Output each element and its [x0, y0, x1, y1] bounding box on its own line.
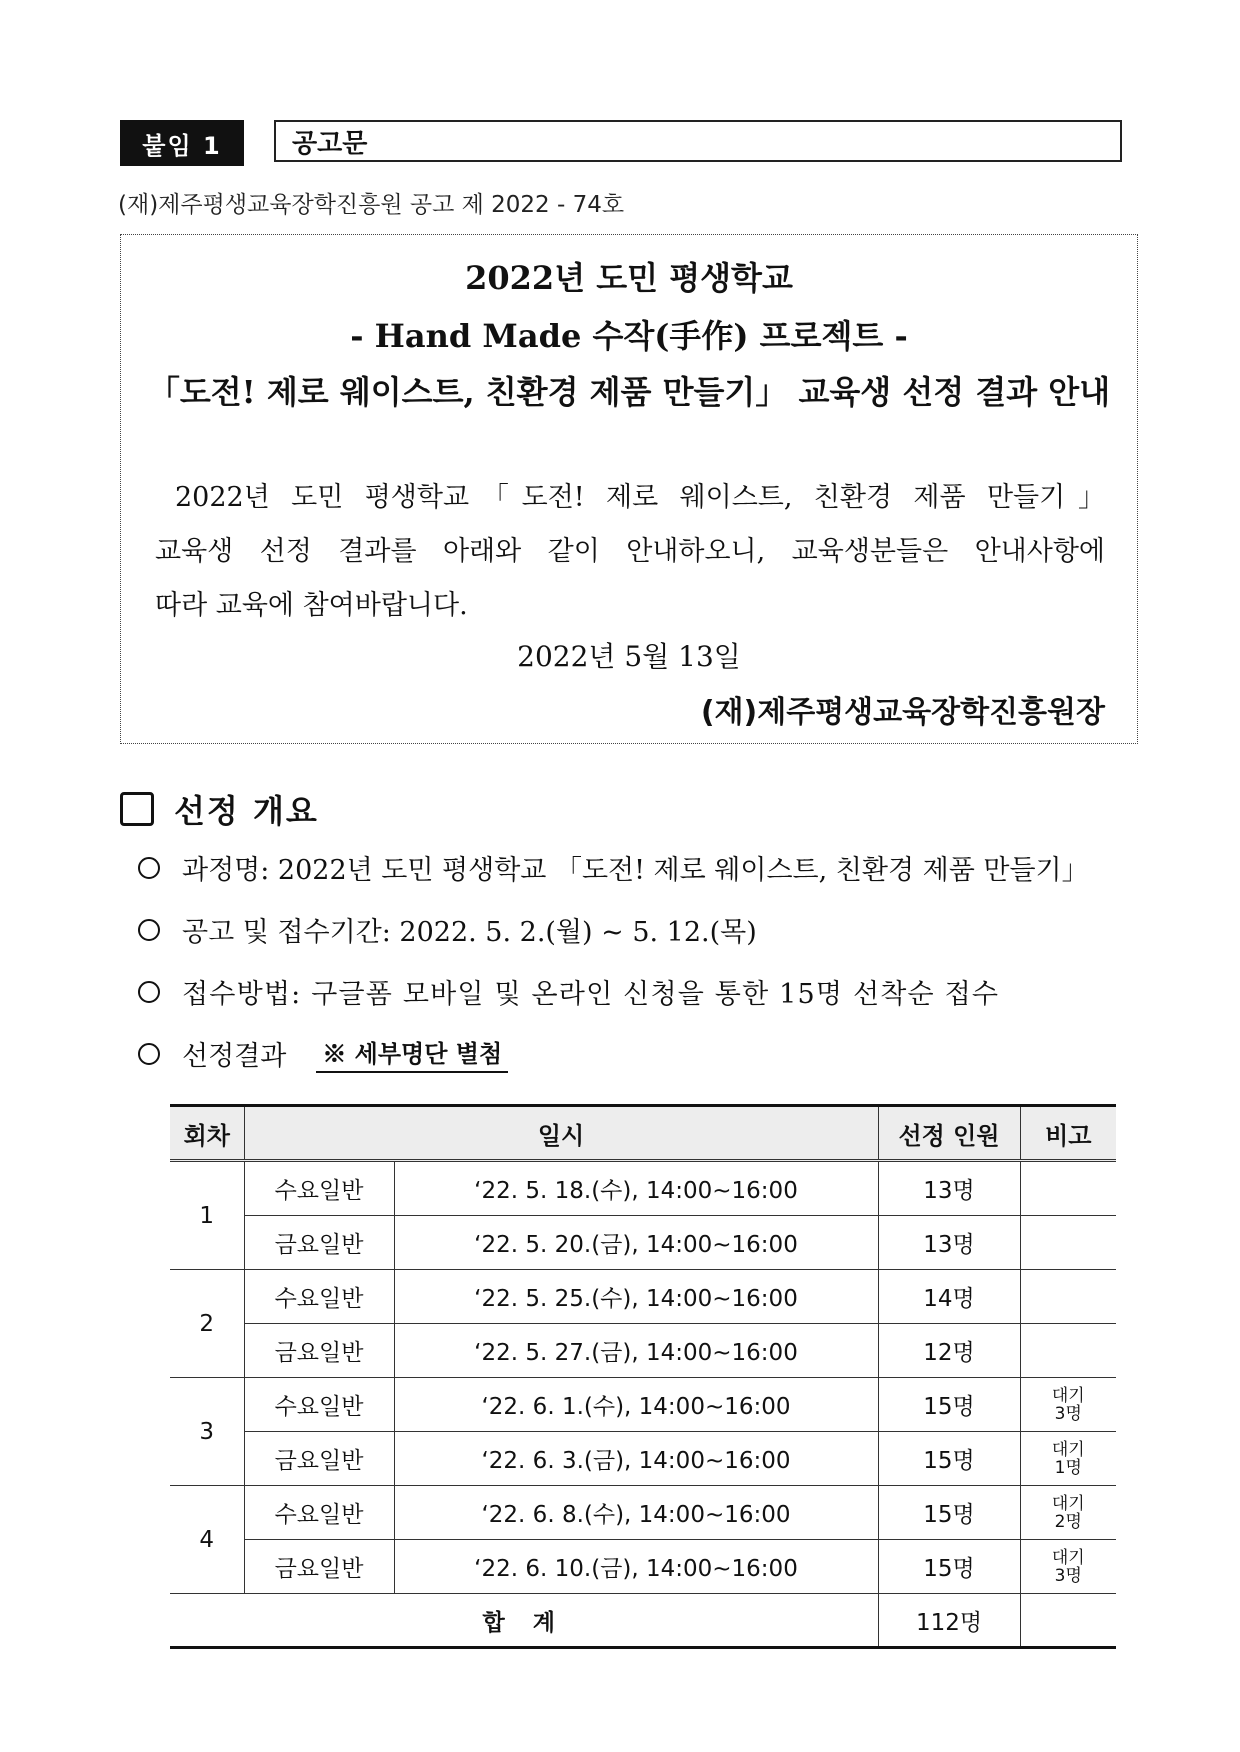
table-row [170, 1540, 1116, 1594]
waitlist-note [1020, 1270, 1116, 1324]
section-title: 선정 개요 [174, 792, 319, 830]
waitlist-note [1020, 1324, 1116, 1378]
waitlist-note-text: 대기 [1051, 1547, 1085, 1568]
session-datetime: ‘22. 6. 8.(수), 14:00~16:00 [394, 1486, 878, 1540]
selected-count: 15명 [878, 1540, 1020, 1594]
table-header-row [170, 1106, 1116, 1161]
notice-title-line2: - Hand Made 수작(手作) 프로젝트 - [350, 317, 908, 355]
table-row [170, 1378, 1116, 1432]
bullet-text: 접수방법: 구글폼 모바일 및 온라인 신청을 통한 15명 선착순 접수 [182, 979, 1000, 1010]
section-header [120, 786, 319, 832]
waitlist-note-text: 3명 [1054, 1565, 1082, 1586]
table-total-row [170, 1594, 1116, 1648]
header-datetime: 일시 [244, 1106, 878, 1161]
session-datetime: ‘22. 5. 25.(수), 14:00~16:00 [394, 1270, 878, 1324]
checkbox-square-icon [120, 792, 154, 826]
table-row [170, 1324, 1116, 1378]
waitlist-note [1020, 1216, 1116, 1270]
selected-count: 13명 [878, 1216, 1020, 1270]
session-datetime: ‘22. 6. 1.(수), 14:00~16:00 [394, 1378, 878, 1432]
round-number: 2 [170, 1270, 244, 1378]
class-type: 수요일반 [244, 1378, 394, 1432]
bullet-text: 선정결과 [182, 1041, 287, 1072]
circle-bullet-icon [138, 981, 160, 1003]
total-count: 112명 [878, 1594, 1020, 1648]
notice-issuer: (재)제주평생교육장학진흥원장 [700, 695, 1105, 730]
waitlist-note [1020, 1540, 1116, 1594]
total-label: 합 계 [170, 1594, 878, 1648]
notice-body-line2: 교육생 선정 결과를 아래와 같이 안내하오니, 교육생분들은 안내사항에 [155, 536, 1105, 567]
circle-bullet-icon [138, 857, 160, 879]
waitlist-note-text: 2명 [1054, 1511, 1082, 1532]
header-count: 선정 인원 [878, 1106, 1020, 1161]
class-type: 금요일반 [244, 1216, 394, 1270]
table-row [170, 1486, 1116, 1540]
selected-count: 12명 [878, 1324, 1020, 1378]
bullet-text: 공고 및 접수기간: 2022. 5. 2.(월) ~ 5. 12.(목) [182, 917, 757, 948]
round-number: 3 [170, 1378, 244, 1486]
selected-count: 15명 [878, 1378, 1020, 1432]
waitlist-note-text: 대기 [1051, 1385, 1085, 1406]
class-type: 금요일반 [244, 1432, 394, 1486]
circle-bullet-icon [138, 919, 160, 941]
waitlist-note-text: 대기 [1051, 1493, 1085, 1514]
attachment-title [274, 120, 1122, 162]
attachment-reference-note: ※ 세부명단 별첨 [316, 1034, 508, 1073]
notice-number: (재)제주평생교육장학진흥원 공고 제 2022 - 74호 [118, 192, 625, 218]
session-datetime: ‘22. 5. 18.(수), 14:00~16:00 [394, 1161, 878, 1216]
bullet-application-method [138, 972, 999, 1011]
schedule-table [170, 1104, 1116, 1649]
notice-body-line3: 따라 교육에 참여바랍니다. [155, 590, 468, 621]
class-type: 수요일반 [244, 1270, 394, 1324]
waitlist-note-text: 1명 [1054, 1457, 1082, 1478]
circle-bullet-icon [138, 1043, 160, 1065]
notice-date: 2022년 5월 13일 [517, 640, 741, 673]
notice-box [120, 234, 1138, 744]
waitlist-note [1020, 1161, 1116, 1216]
header-note: 비고 [1020, 1106, 1116, 1161]
attachment-title-text: 공고문 [292, 128, 368, 159]
waitlist-note [1020, 1486, 1116, 1540]
notice-title-line3: 「도전! 제로 웨이스트, 친환경 제품 만들기」 교육생 선정 결과 안내 [147, 373, 1111, 411]
selected-count: 15명 [878, 1432, 1020, 1486]
session-datetime: ‘22. 5. 27.(금), 14:00~16:00 [394, 1324, 878, 1378]
bullet-application-period [138, 910, 757, 949]
waitlist-note [1020, 1378, 1116, 1432]
selected-count: 14명 [878, 1270, 1020, 1324]
notice-title-line1: 2022년 도민 평생학교 [465, 259, 793, 297]
round-number: 1 [170, 1161, 244, 1270]
session-datetime: ‘22. 5. 20.(금), 14:00~16:00 [394, 1216, 878, 1270]
class-type: 수요일반 [244, 1486, 394, 1540]
selected-count: 13명 [878, 1161, 1020, 1216]
bullet-course-name [138, 848, 1089, 887]
class-type: 금요일반 [244, 1324, 394, 1378]
table-row [170, 1432, 1116, 1486]
session-datetime: ‘22. 6. 10.(금), 14:00~16:00 [394, 1540, 878, 1594]
notice-body-line1: 2022년 도민 평생학교「도전! 제로 웨이스트, 친환경 제품 만들기」 [175, 482, 1105, 513]
total-note [1020, 1594, 1116, 1648]
bullet-text: 과정명: 2022년 도민 평생학교 「도전! 제로 웨이스트, 친환경 제품 만들기」 [182, 855, 1089, 886]
bullet-selection-result [138, 1034, 508, 1073]
class-type: 수요일반 [244, 1161, 394, 1216]
table-row [170, 1216, 1116, 1270]
round-number: 4 [170, 1486, 244, 1594]
waitlist-note-text: 3명 [1054, 1403, 1082, 1424]
table-row [170, 1161, 1116, 1216]
class-type: 금요일반 [244, 1540, 394, 1594]
session-datetime: ‘22. 6. 3.(금), 14:00~16:00 [394, 1432, 878, 1486]
attachment-label: 붙임 1 [120, 120, 244, 166]
notice-body [155, 471, 1105, 633]
header-round: 회차 [170, 1106, 244, 1161]
table-row [170, 1270, 1116, 1324]
waitlist-note [1020, 1432, 1116, 1486]
waitlist-note-text: 대기 [1051, 1439, 1085, 1460]
selected-count: 15명 [878, 1486, 1020, 1540]
